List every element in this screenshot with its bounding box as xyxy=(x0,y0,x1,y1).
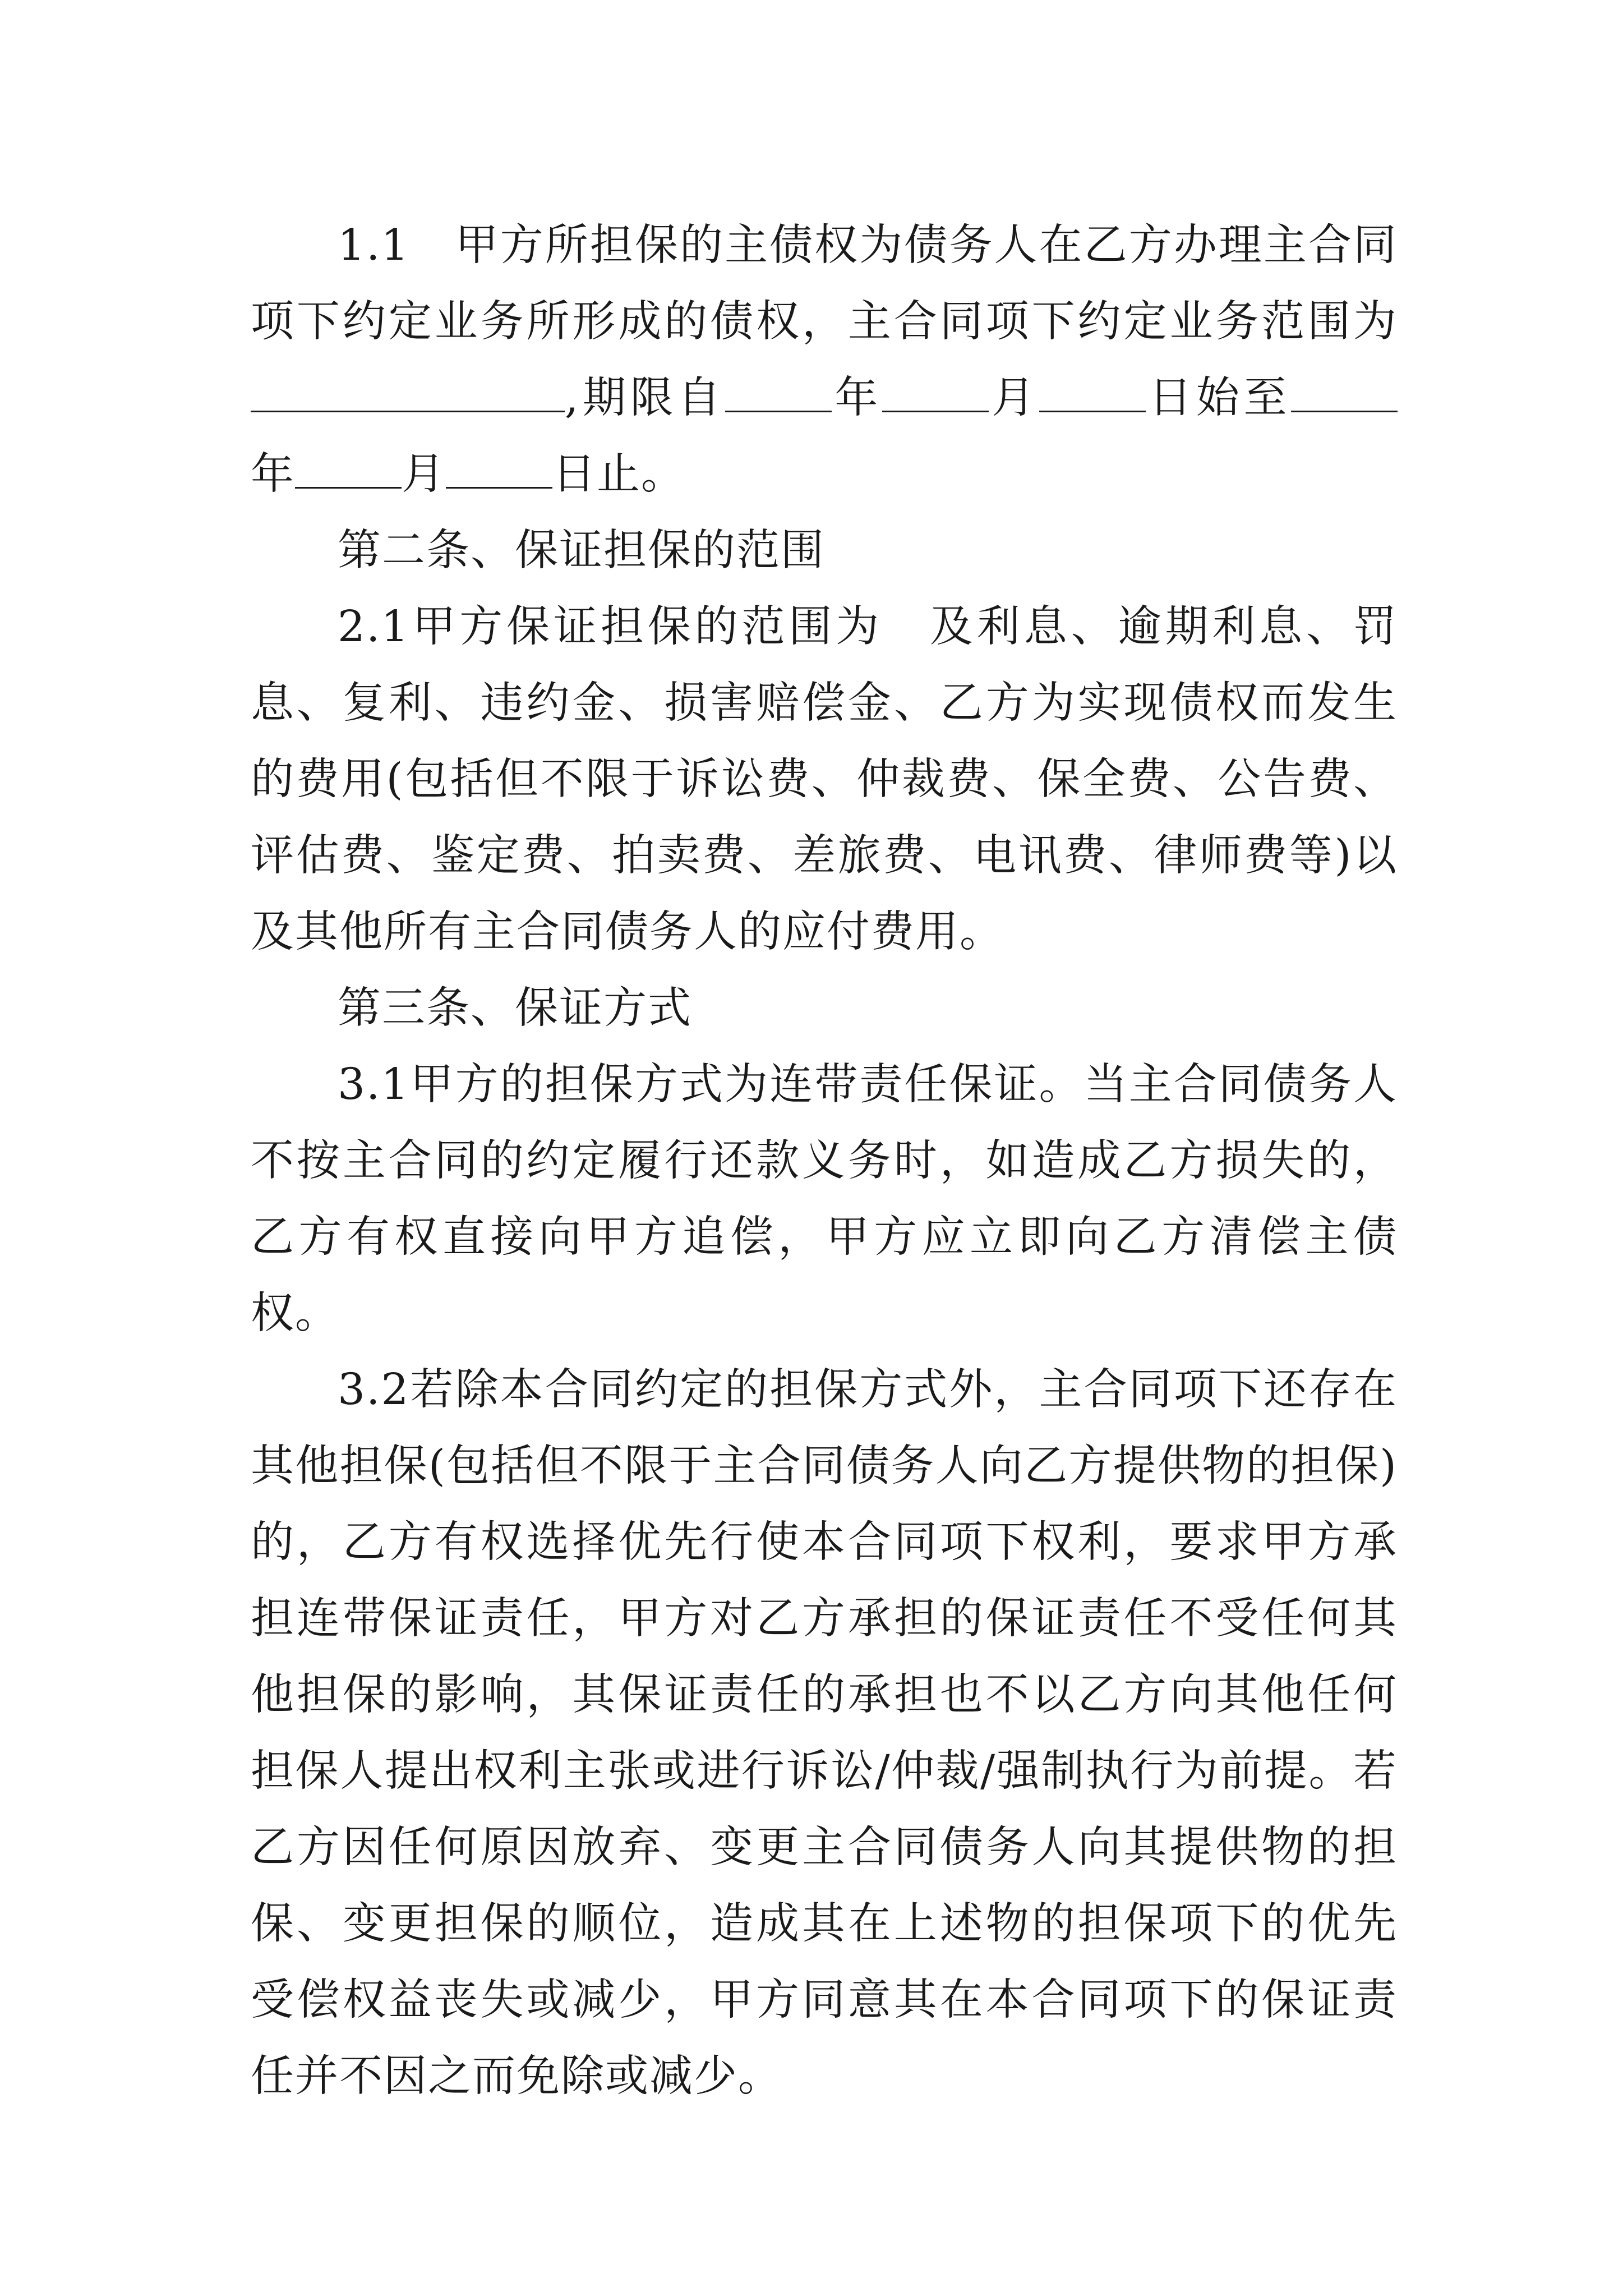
start-year-blank xyxy=(725,371,832,412)
year-label: 年 xyxy=(251,449,295,499)
document-body xyxy=(251,208,1398,2115)
clause-2-1: 2.1甲方保证担保的范围为 及利息、逾期利息、罚息、复利、违约金、损害赔偿金、乙方为实现债权而发生的费用(包括但不限于诉讼费、仲裁费、保全费、公告费、评估费、鉴定费、拍卖费、差旅费、电讯费、律师费等)以及其他所有主合同债务人的应付费用。 xyxy=(251,602,1398,957)
end-month-blank xyxy=(295,448,402,489)
business-scope-blank xyxy=(251,371,565,412)
term-from-label: ,期限自 xyxy=(565,373,725,423)
clause-3-1: 3.1甲方的担保方式为连带责任保证。当主合同债务人不按主合同的约定履行还款义务时，如造成乙方损失的，乙方有权直接向甲方追偿，甲方应立即向乙方清偿主债权。 xyxy=(251,1060,1398,1338)
end-year-blank xyxy=(1291,371,1398,412)
year-label: 年 xyxy=(831,373,882,423)
day-end-label: 日止。 xyxy=(552,449,685,499)
clause-1-1 xyxy=(251,208,1398,513)
start-month-blank xyxy=(882,371,989,412)
clause-1-1-text: 1.1 甲方所担保的主债权为债务人在乙方办理主合同项下约定业务所形成的债权，主合同项下约定业务范围为 xyxy=(251,220,1398,347)
clause-3-2: 3.2若除本合同约定的担保方式外，主合同项下还存在其他担保(包括但不限于主合同债务人向乙方提供物的担保)的，乙方有权选择优先行使本合同项下权利，要求甲方承担连带保证责任，甲方对乙方承担的保证责任不受任何其他担保的影响，其保证责任的承担也不以乙方向其他任何担保人提出权利主张或进行诉讼/仲裁/强制执行为前提。若乙方因任何原因放弃、变更主合同债务人向其提供物的担保、变更担保的顺位，造成其在上述物的担保项下的优先受偿权益丧失或减少，甲方同意其在本合同项下的保证责任并不因之而免除或减少。 xyxy=(251,1365,1398,2101)
end-day-blank xyxy=(446,448,552,489)
start-day-blank xyxy=(1039,371,1146,412)
month-label: 月 xyxy=(988,373,1039,423)
article-2-heading: 第二条、保证担保的范围 xyxy=(338,526,825,576)
month-label: 月 xyxy=(402,449,446,499)
article-3-heading: 第三条、保证方式 xyxy=(338,983,692,1033)
day-start-label: 日始至 xyxy=(1145,373,1292,423)
